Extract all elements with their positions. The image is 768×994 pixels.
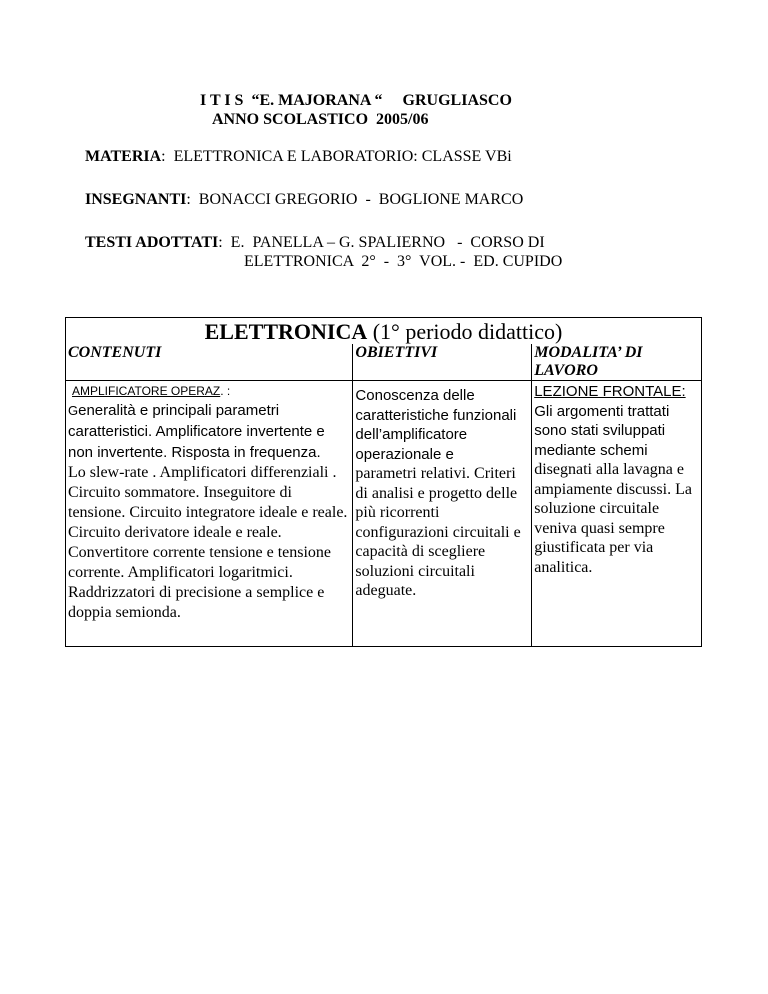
column-header-modalita: MODALITA’ DI LAVORO bbox=[532, 344, 702, 381]
contenuti-heading: AMPLIFICATORE OPERAZ. : bbox=[72, 384, 231, 398]
obiettivi-cell bbox=[353, 381, 532, 647]
insegnanti-line bbox=[85, 191, 523, 209]
school-year: ANNO SCOLASTICO 2005/06 bbox=[212, 111, 429, 128]
materia-label: MATERIA bbox=[85, 148, 162, 165]
testi-label: TESTI ADOTTATI bbox=[85, 234, 219, 251]
modalita-text-top: Gli argomenti trattati sono stati sviluppati mediante schemi bbox=[534, 402, 670, 459]
testi-line bbox=[85, 234, 545, 252]
obiettivi-text-bottom: parametri relativi. Criteri di analisi e progetto delle più ricorrenti configurazioni circuitali e capacità di scegliere soluzioni circuitali adeguate. bbox=[355, 465, 521, 599]
table-title bbox=[66, 318, 702, 345]
testi-value-line2: ELETTRONICA 2° - 3° VOL. - ED. CUPIDO bbox=[244, 253, 563, 270]
insegnanti-label: INSEGNANTI bbox=[85, 191, 187, 208]
column-header-obiettivi: OBIETTIVI bbox=[353, 344, 532, 381]
modalita-text-bottom: disegnati alla lavagna e ampiamente discussi. La soluzione circuitale veniva quasi sempre giustificata per via analitica. bbox=[534, 461, 692, 576]
modalita-cell bbox=[532, 381, 702, 647]
table-title-bold: ELETTRONICA bbox=[204, 319, 368, 344]
materia-line bbox=[85, 148, 512, 166]
school-heading: I T I S “E. MAJORANA “ GRUGLIASCO bbox=[200, 92, 512, 109]
modalita-heading: LEZIONE FRONTALE: bbox=[534, 383, 686, 400]
insegnanti-value: : BONACCI GREGORIO - BOGLIONE MARCO bbox=[186, 191, 524, 208]
testi-value-line1: : E. PANELLA – G. SPALIERNO - CORSO DI bbox=[218, 234, 545, 251]
materia-value: : ELETTRONICA E LABORATORIO: CLASSE VBi bbox=[161, 148, 512, 165]
contenuti-text-top: Generalità e principali parametri caratteristici. Amplificatore invertente e non invertente. Risposta in frequenza. bbox=[68, 402, 325, 461]
contenuti-text-bottom: Lo slew-rate . Amplificatori differenziali . Circuito sommatore. Inseguitore di tensione. Circuito integratore ideale e reale. Circuito derivatore ideale e reale. Convertitore corrente tensione e tensione corrente. Amplificatori logaritmici. Raddrizzatori di precisione a semplice e doppia semionda. bbox=[68, 464, 348, 621]
obiettivi-text-top: Conoscenza delle caratteristiche funzionali dell’amplificatore operazionale e bbox=[355, 387, 517, 463]
contenuti-cell bbox=[66, 381, 353, 647]
program-table bbox=[65, 317, 702, 647]
table-title-rest: (1° periodo didattico) bbox=[367, 319, 563, 344]
column-header-contenuti: CONTENUTI bbox=[66, 344, 353, 381]
